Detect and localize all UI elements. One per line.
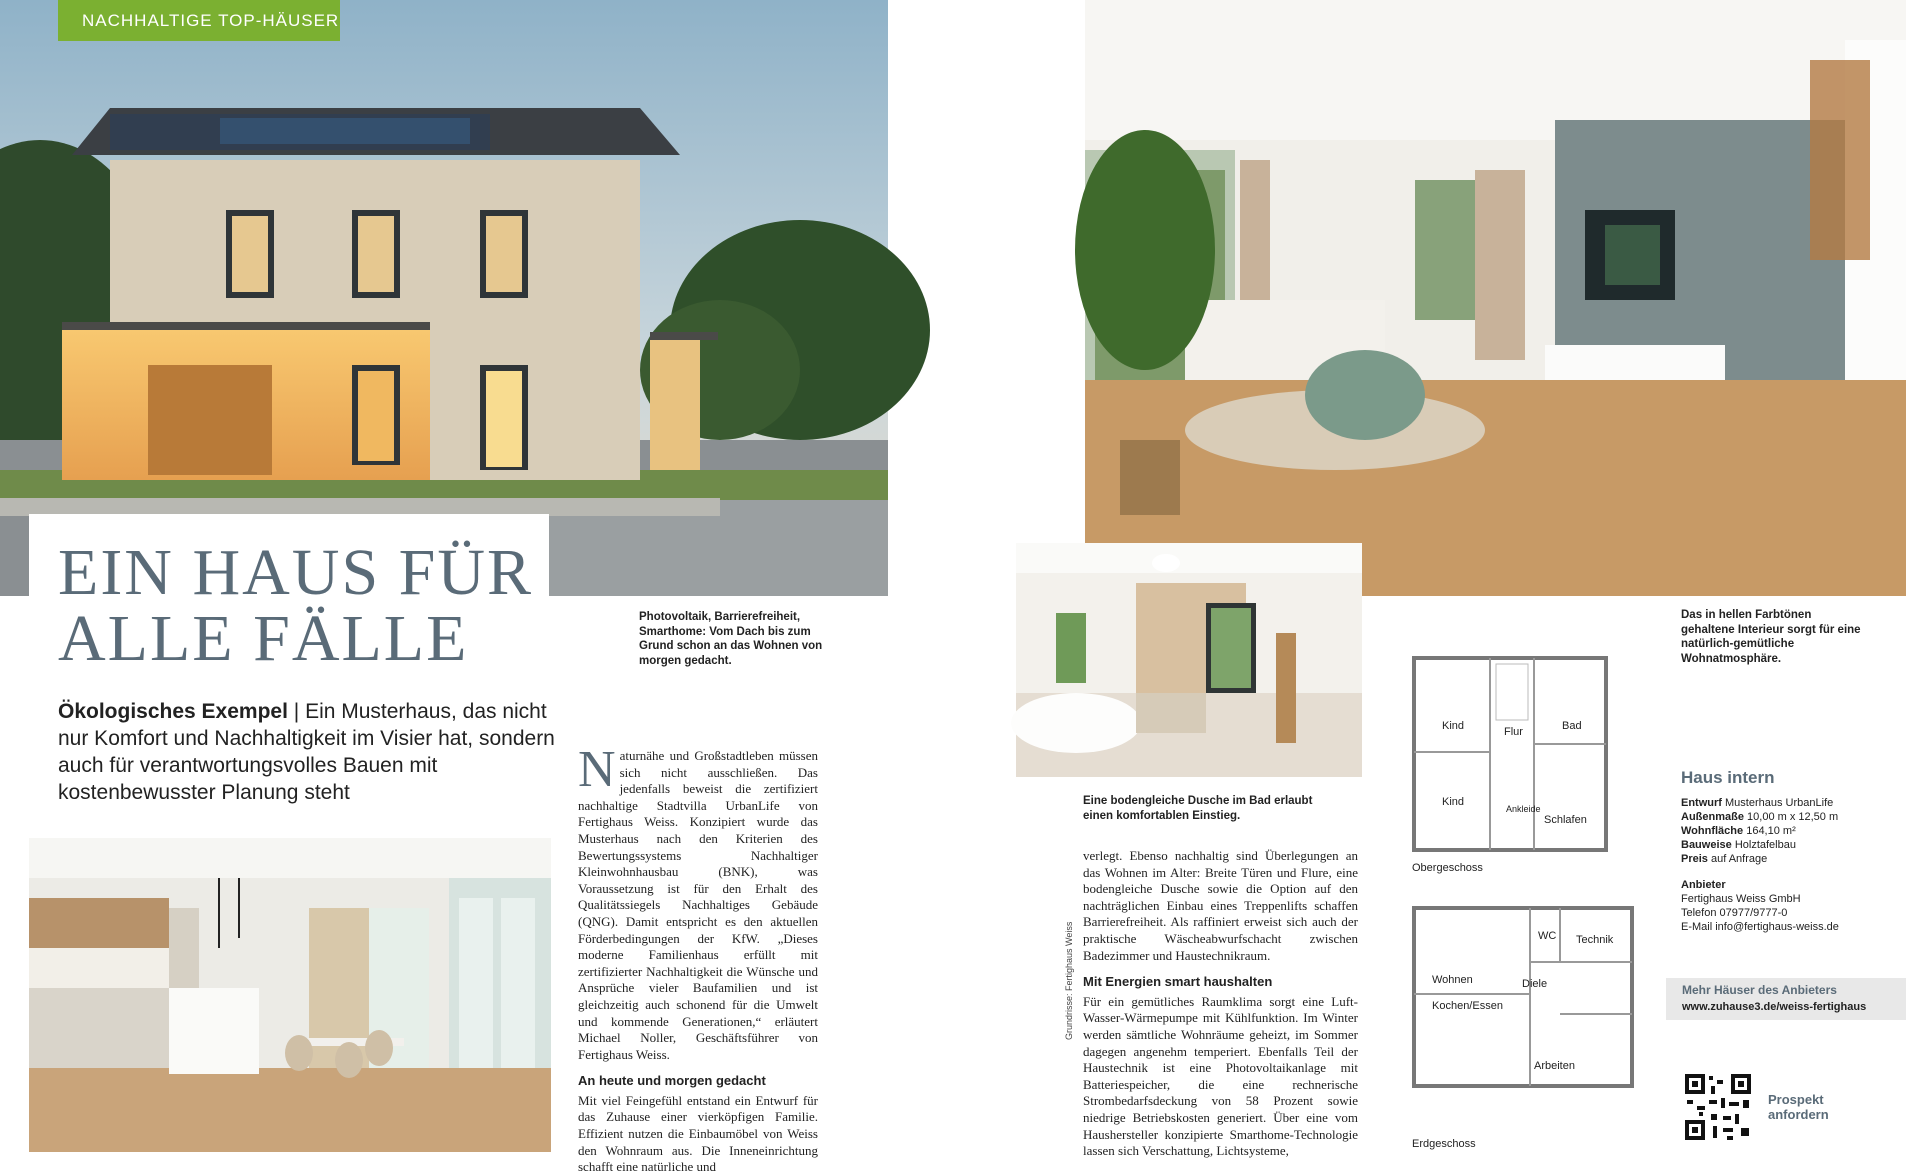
paragraph-1: aturnähe und Großstadtleben müssen sich nicht ausschließen. Das jedenfalls beweist die zertifiziert nachhaltige Stadtvilla UrbanLife von Fertighaus Weiss. Konzipiert wurde das Musterhaus nach den Kriterien des Bewertungssystems Nachhaltiger Kleinwohnhausbau (BNK), was Voraussetzung ist für den Erhalt des Qualitätssiegels Nachhaltiges Gebäude (QNG). Damit entspricht es den aktuellen Förderbedingungen der KfW. „Dieses moderne Familienhaus erfüllt mit zertifizierter Nachhaltigkeit die Wünsche und Ansprüche vieler Baufamilien und ist gleichzeitig auch schonend für die Umwelt und kommende Generationen,“ erläutert Michael Noller, Geschäftsführer von Fertighaus Weiss. <box>578 748 818 1062</box>
title-line-2: ALLE FÄLLE <box>58 602 469 675</box>
fact-row <box>1681 810 1901 824</box>
floorplan-ground-label: Erdgeschoss <box>1412 1138 1476 1150</box>
caption-bathroom: Eine bodengleiche Dusche im Bad erlaubt einen komfortablen Einstieg. <box>1083 795 1313 822</box>
floorplan-upper-label: Obergeschoss <box>1412 862 1483 874</box>
floorplan-ground <box>1410 904 1636 1090</box>
paragraph-3: verlegt. Ebenso nachhaltig sind Überlegungen an das Wohnen im Alter: Breite Türen und Flure, eine bodengleiche Dusche sowie die Option auf den nachträglichen Einbau eines Treppenlifts schaffen Barrierefreiheit. Als raffiniert erweist sich auch der praktische Wäscheabwurfschacht zwischen Badezimmer und Haustechnikraum. <box>1083 848 1358 963</box>
fact-key: Preis <box>1681 853 1708 865</box>
fact-row <box>1681 852 1901 866</box>
kitchen-photo <box>29 838 551 1152</box>
room-label: Kochen/Essen <box>1432 1000 1503 1012</box>
fact-value: auf Anfrage <box>1710 853 1768 865</box>
fact-row <box>1681 824 1901 838</box>
room-label: Bad <box>1562 720 1582 732</box>
title-line-1: EIN HAUS FÜR <box>58 536 534 609</box>
subheading-1: An heute und morgen gedacht <box>578 1073 766 1089</box>
drop-cap: N <box>578 741 616 798</box>
prospekt-link[interactable] <box>1768 1092 1829 1122</box>
more-houses-link[interactable]: www.zuhause3.de/weiss-fertighaus <box>1682 1001 1867 1013</box>
caption-living-room: Das in hellen Farbtönen gehaltene Interieur sorgt für eine natürlich-gemütliche Wohnatmosphäre. <box>1681 609 1861 665</box>
article-title <box>58 536 548 675</box>
fact-key: Entwurf <box>1681 797 1722 809</box>
fact-row <box>1681 796 1901 810</box>
fact-value: Holztafelbau <box>1734 839 1796 851</box>
anbieter-box <box>1681 878 1901 934</box>
haus-intern-heading: Haus intern <box>1681 768 1775 787</box>
room-label: Technik <box>1576 934 1614 946</box>
room-label: WC <box>1538 930 1557 942</box>
intro-separator: | <box>287 700 306 723</box>
article-column-1 <box>578 741 818 1175</box>
room-label: Schlafen <box>1544 814 1587 826</box>
floorplan-upper <box>1410 654 1610 854</box>
room-label: Arbeiten <box>1534 1060 1575 1072</box>
photo-credit: Grundrisse: Fertighaus Weiss <box>1064 921 1074 1040</box>
category-tag: NACHHALTIGE TOP-HÄUSER <box>58 0 340 41</box>
intro-bold: Ökologisches Exempel <box>58 700 288 723</box>
room-label: Ankleide <box>1506 804 1541 814</box>
room-label: Diele <box>1522 978 1548 990</box>
anbieter-company: Fertighaus Weiss GmbH <box>1681 893 1801 905</box>
fact-value: Musterhaus UrbanLife <box>1725 797 1834 809</box>
fact-key: Wohnfläche <box>1681 825 1744 837</box>
living-room-photo <box>1085 0 1906 596</box>
prospekt-line-1: Prospekt <box>1768 1092 1824 1107</box>
room-label: Flur <box>1504 726 1523 738</box>
paragraph-4: Für ein gemütliches Raumklima sorgt eine Luft-Wasser-Wärmepumpe mit Kühlfunktion. Im Winter werden sämtliche Wohnräume geheizt, im Sommer dagegen angenehm temperiert. Ebenfalls Teil der Haustechnik ist eine Photovoltaikanlage mit Batteriespeicher, die eine rechnerische Strombedarfsdeckung von 58 Prozent sowie niedrige Betriebskosten generiert. Über eine vom Haushersteller konzipierte Smarthome-Technologie lassen sich Verschattung, Lichtsysteme, <box>1083 993 1358 1159</box>
article-column-2 <box>1083 848 1358 1159</box>
room-label: Kind <box>1442 720 1465 732</box>
caption-exterior: Photovoltaik, Barrierefreiheit, Smarthome: Vom Dach bis zum Grund schon an das Wohnen von morgen gedacht. <box>639 611 823 667</box>
fact-value: 164,10 m² <box>1746 825 1796 837</box>
fact-row <box>1681 838 1901 852</box>
anbieter-heading: Anbieter <box>1681 879 1726 891</box>
room-label: Kind <box>1442 796 1465 808</box>
subheading-2: Mit Energien smart haushalten <box>1083 974 1273 990</box>
fact-key: Außenmaße <box>1681 811 1744 823</box>
anbieter-phone: Telefon 07977/9777-0 <box>1681 907 1788 919</box>
bathroom-photo <box>1016 543 1362 777</box>
prospekt-line-2: anfordern <box>1768 1107 1829 1122</box>
more-houses-box <box>1666 978 1906 1020</box>
room-label: Wohnen <box>1432 974 1473 986</box>
intro-text: Ein Musterhaus, das nicht nur Komfort und Nachhaltigkeit im Visier hat, sondern auch für verantwortungsvolles Bauen mit kostenbewusster Planung steht <box>58 700 555 804</box>
fact-value: 10,00 m x 12,50 m <box>1747 811 1839 823</box>
intro-lede <box>58 698 558 806</box>
anbieter-email[interactable]: E-Mail info@fertighaus-weiss.de <box>1681 921 1839 933</box>
haus-intern-box <box>1681 768 1901 866</box>
qr-code-icon[interactable] <box>1683 1072 1753 1142</box>
more-houses-title: Mehr Häuser des Anbieters <box>1682 983 1837 997</box>
fact-key: Bauweise <box>1681 839 1732 851</box>
exterior-house-photo <box>0 0 888 596</box>
paragraph-2: Mit viel Feingefühl entstand ein Entwurf für das Zuhause einer vierköpfigen Familie. Effizient nutzen die Einbaumöbel von Weiss den Wohnraum aus. Die Inneneinrichtung schafft eine natürliche und <box>578 1092 818 1175</box>
